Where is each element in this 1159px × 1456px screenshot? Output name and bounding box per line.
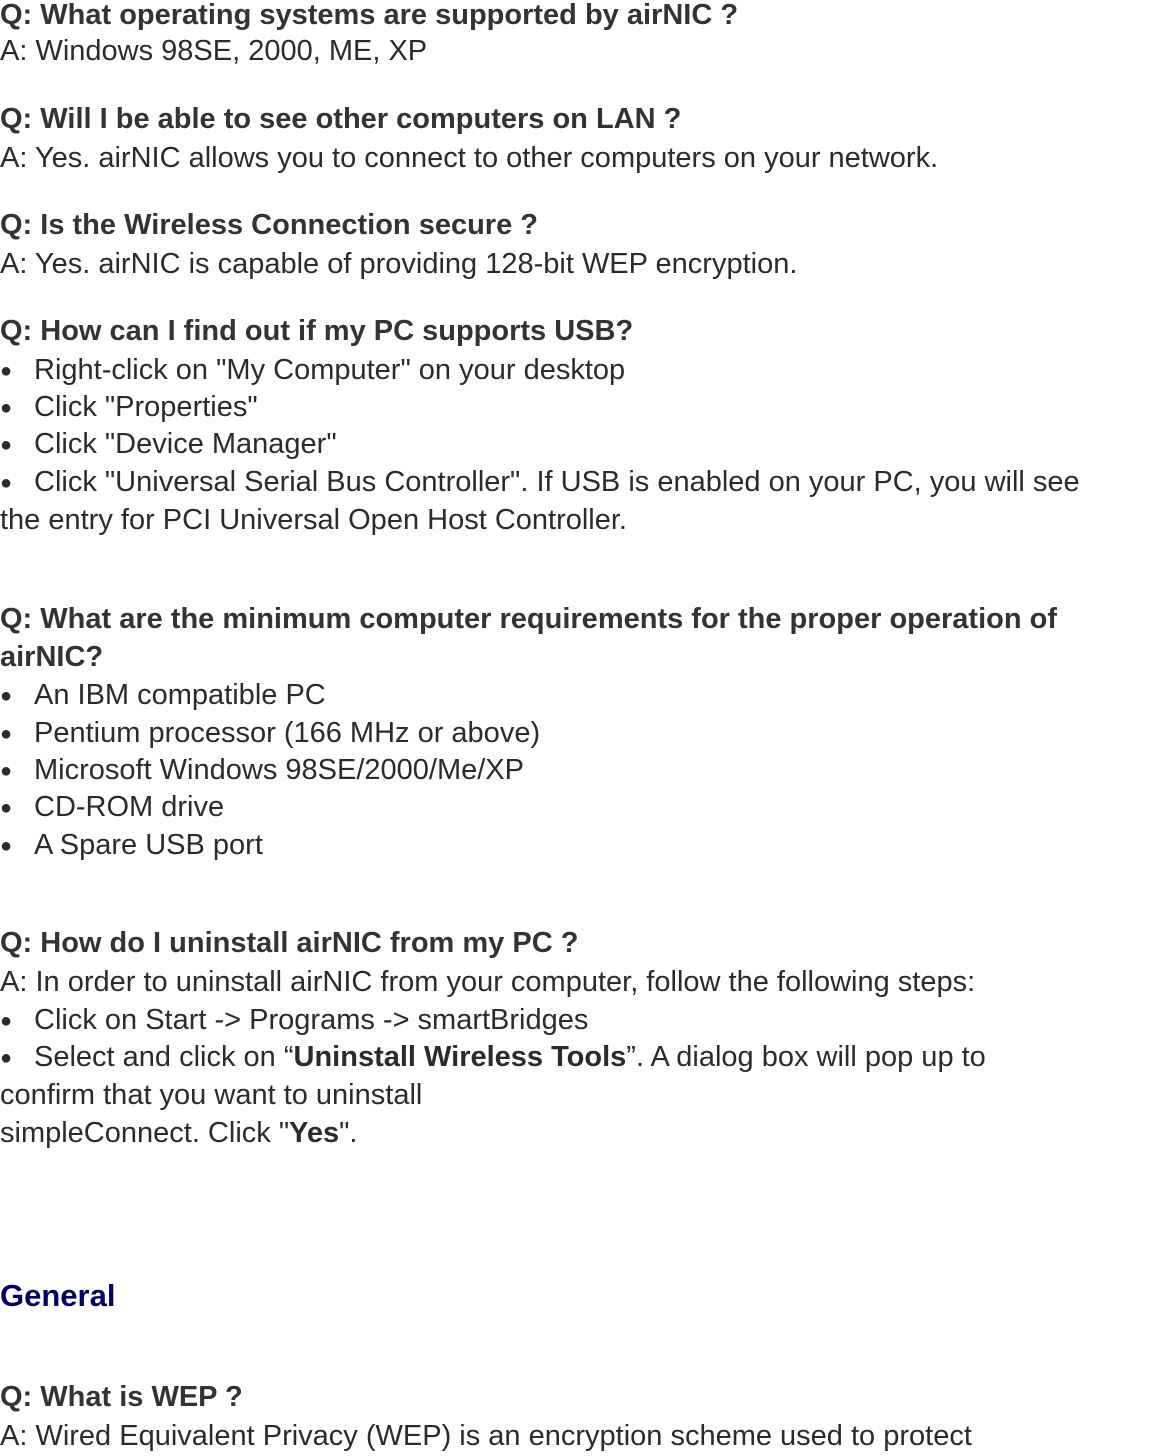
list-item-text: Click "Device Manager" <box>34 428 337 460</box>
question-min-requirements-line2: airNIC? <box>0 641 104 673</box>
uninstall-tools-label: Uninstall Wireless Tools <box>293 1041 627 1073</box>
bullet-icon: ● <box>0 760 13 782</box>
question-os-support: Q: What operating systems are supported by airNIC ? <box>0 0 739 31</box>
bullet-icon: ● <box>0 1010 13 1032</box>
list-item <box>0 1002 588 1040</box>
list-item-text: Pentium processor (166 MHz or above) <box>34 717 541 749</box>
section-heading-general: General <box>0 1278 116 1313</box>
bullet-icon: ● <box>0 797 13 819</box>
bullet-icon: ● <box>0 1047 13 1069</box>
list-item-text: CD-ROM drive <box>34 791 225 823</box>
answer-lan-visibility: A: Yes. airNIC allows you to connect to other computers on your network. <box>0 142 939 174</box>
list-item-text: Microsoft Windows 98SE/2000/Me/XP <box>34 754 524 786</box>
list-item-text: Click on Start -> Programs -> smartBridges <box>34 1004 589 1036</box>
bullet-icon: ● <box>0 835 13 857</box>
answer-uninstall: A: In order to uninstall airNIC from your computer, follow the following steps: <box>0 966 976 998</box>
list-item <box>0 464 1080 502</box>
list-item-continuation <box>0 1115 357 1152</box>
list-item-text: Click "Properties" <box>34 391 258 423</box>
list-item-continuation: the entry for PCI Universal Open Host Controller. <box>0 504 627 536</box>
question-wireless-security: Q: Is the Wireless Connection secure ? <box>0 209 538 241</box>
list-item <box>0 752 524 790</box>
bullet-icon: ● <box>0 397 13 419</box>
confirm-text-pre: simpleConnect. Click " <box>0 1117 290 1149</box>
list-item <box>0 789 224 827</box>
list-item <box>0 352 625 390</box>
confirm-text-post: ". <box>339 1117 358 1149</box>
question-wep: Q: What is WEP ? <box>0 1381 243 1413</box>
bullet-icon: ● <box>0 472 13 494</box>
answer-os-support: A: Windows 98SE, 2000, ME, XP <box>0 35 428 67</box>
bullet-icon: ● <box>0 723 13 745</box>
list-item <box>0 426 337 464</box>
question-usb-support: Q: How can I find out if my PC supports USB? <box>0 315 634 347</box>
list-item <box>0 677 326 715</box>
question-lan-visibility: Q: Will I be able to see other computers on LAN ? <box>0 103 682 135</box>
list-item <box>0 389 258 427</box>
list-item-text-pre: Select and click on “ <box>34 1041 294 1073</box>
list-item-text: Click "Universal Serial Bus Controller". If USB is enabled on your PC, you will see <box>34 466 1080 498</box>
bullet-icon: ● <box>0 434 13 456</box>
list-item-text: Right-click on "My Computer" on your desktop <box>34 354 626 386</box>
list-item <box>0 827 263 865</box>
answer-wep: A: Wired Equivalent Privacy (WEP) is an encryption scheme used to protect <box>0 1420 972 1452</box>
list-item-text-post: ”. A dialog box will pop up to <box>626 1041 986 1073</box>
list-item-text: A Spare USB port <box>34 829 263 861</box>
list-item <box>0 715 540 753</box>
list-item <box>0 1039 986 1077</box>
list-item-text: An IBM compatible PC <box>34 679 326 711</box>
list-item-continuation: confirm that you want to uninstall <box>0 1079 423 1111</box>
question-min-requirements: Q: What are the minimum computer requirements for the proper operation of <box>0 603 1057 635</box>
bullet-icon: ● <box>0 360 13 382</box>
bullet-icon: ● <box>0 685 13 707</box>
question-uninstall: Q: How do I uninstall airNIC from my PC ? <box>0 927 579 959</box>
yes-label: Yes <box>289 1117 340 1149</box>
answer-wireless-security: A: Yes. airNIC is capable of providing 128-bit WEP encryption. <box>0 248 798 280</box>
